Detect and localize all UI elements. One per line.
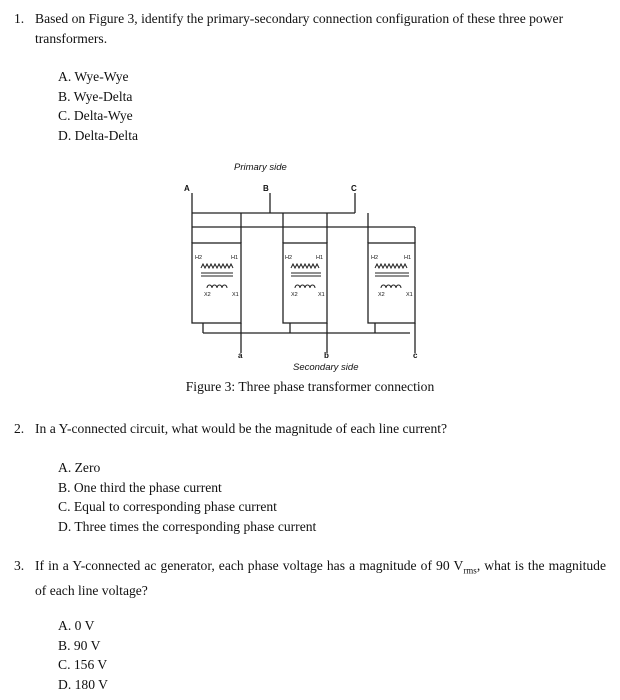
option-c: C. Equal to corresponding phase current — [58, 499, 277, 515]
question-text — [35, 556, 606, 601]
terminal-a-out-label: a — [238, 351, 243, 360]
option-c: C. Delta-Wye — [58, 108, 133, 124]
question-text: In a Y-connected circuit, what would be the magnitude of each line current? — [35, 421, 448, 436]
question-number: 2. — [14, 421, 25, 436]
secondary-coil-1 — [207, 285, 227, 288]
x2-label: X2 — [204, 292, 211, 298]
option-a: A. Wye-Wye — [58, 69, 129, 84]
h1-label: H1 — [316, 255, 324, 261]
primary-coil-2 — [291, 264, 319, 268]
primary-coil-3 — [375, 264, 407, 268]
transformer-diagram — [175, 155, 455, 370]
terminal-c-label: C — [351, 184, 357, 193]
option-d: D. Three times the corresponding phase current — [58, 518, 317, 534]
h2-label: H2 — [371, 255, 379, 261]
secondary-side-label: Secondary side — [293, 362, 359, 373]
figure-caption: Figure 3: Three phase transformer connection — [185, 379, 435, 394]
h1-label: H1 — [404, 255, 412, 261]
option-b: B. 90 V — [58, 637, 101, 653]
question-3-options — [58, 616, 108, 694]
question-number: 3. — [14, 558, 25, 573]
option-b: B. Wye-Delta — [58, 88, 133, 104]
question-number: 1. — [14, 11, 25, 26]
terminal-b-label: B — [263, 184, 269, 193]
terminal-b-out-label: b — [324, 351, 329, 360]
transformer-figure — [175, 155, 455, 373]
unit-label: V — [453, 558, 464, 573]
x1-label: X1 — [406, 292, 413, 298]
x2-label: X2 — [378, 292, 385, 298]
option-b: B. One third the phase current — [58, 479, 222, 495]
question-1 — [14, 9, 606, 49]
question-2 — [14, 419, 606, 439]
h2-label: H2 — [285, 255, 293, 261]
option-c: C. 156 V — [58, 657, 108, 673]
question-2-options — [58, 458, 316, 536]
question-text: Based on Figure 3, identify the primary-secondary connection configuration of these three power transformers. — [35, 11, 564, 46]
option-d: D. 180 V — [58, 676, 108, 692]
option-d: D. Delta-Delta — [58, 127, 139, 143]
question-text-after: , what is the magnitude of each line voltage? — [35, 558, 606, 598]
terminal-c-out-label: c — [413, 351, 418, 360]
question-3 — [14, 556, 606, 601]
h2-label: H2 — [195, 255, 203, 261]
question-text-before: If in a Y-connected ac generator, each phase voltage has a magnitude of 90 — [35, 558, 454, 573]
h1-label: H1 — [231, 255, 239, 261]
primary-side-label: Primary side — [234, 162, 287, 173]
x1-label: X1 — [318, 292, 325, 298]
unit-subscript: rms — [463, 565, 477, 576]
option-a: A. 0 V — [58, 618, 95, 633]
x2-label: X2 — [291, 292, 298, 298]
question-1-options — [58, 67, 138, 145]
secondary-coil-2 — [295, 285, 315, 288]
x1-label: X1 — [232, 292, 239, 298]
terminal-a-label: A — [184, 184, 190, 193]
secondary-coil-3 — [381, 285, 401, 288]
option-a: A. Zero — [58, 460, 101, 475]
primary-coil-1 — [201, 264, 233, 268]
